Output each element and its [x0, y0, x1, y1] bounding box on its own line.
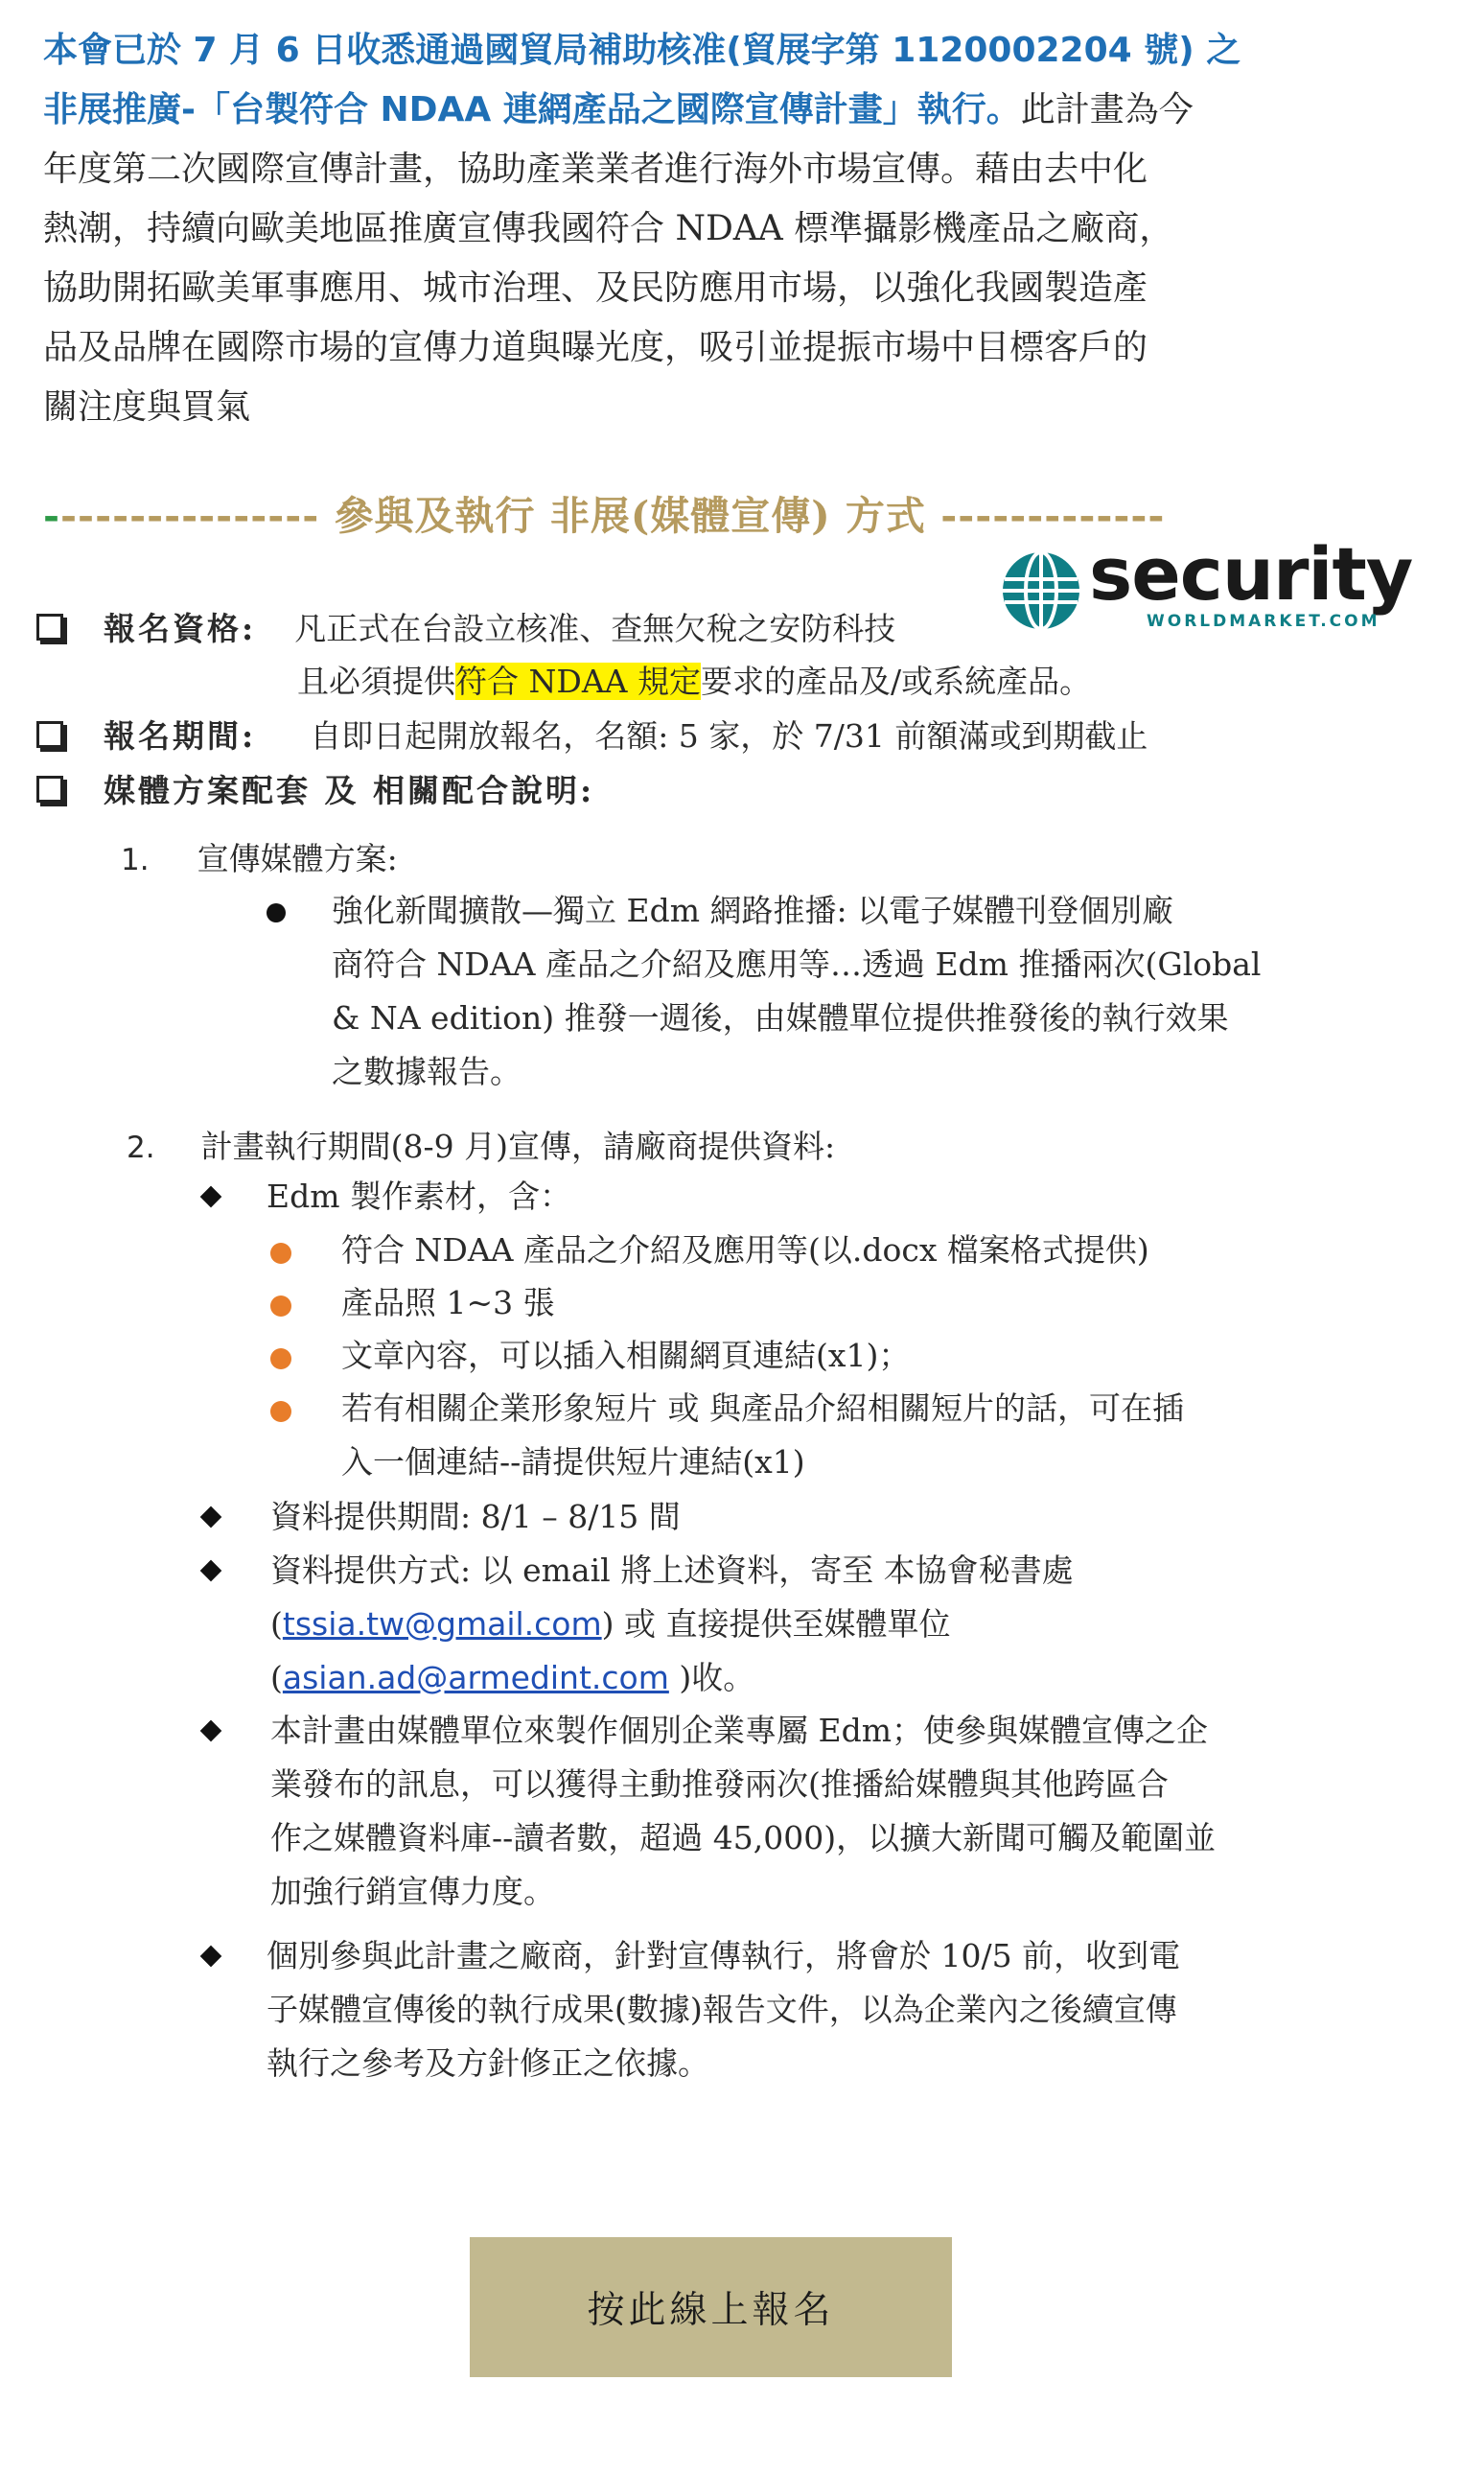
item-1-description: 強化新聞擴散—獨立 Edm 網路推播: 以電子媒體刊登個別廠 商符合 NDAA 產品之介紹及應用等…透過 Edm 推播兩次(Global & NA edition) 推發一週後，由媒體單位提供推發後的執行效果 之數據報告。	[332, 892, 1262, 1090]
qualification-row	[36, 602, 895, 655]
logo-subtext: WORLDMARKET.COM	[1147, 612, 1380, 631]
diamond-icon	[203, 1563, 219, 1582]
intro-line-7: 關注度與買氣	[43, 387, 251, 427]
media-row	[36, 764, 594, 817]
diamond-icon	[203, 1723, 219, 1742]
intro-paragraph	[43, 21, 1289, 437]
checkbox-icon	[36, 721, 63, 748]
online-registration-button[interactable]: 按此線上報名	[470, 2237, 952, 2377]
email-link-armedint[interactable]: asian.ad@armedint.com	[282, 1659, 669, 1696]
ndaa-highlight: 符合 NDAA 規定	[455, 663, 701, 700]
section-title: 參與及執行 非展(媒體宣傳) 方式	[334, 493, 941, 539]
item-1-number: 1.	[121, 843, 150, 877]
provide-period: 資料提供期間: 8/1 – 8/15 間	[270, 1498, 681, 1535]
checkbox-icon	[36, 776, 63, 803]
email-link-tssia[interactable]: tssia.tw@gmail.com	[282, 1605, 602, 1643]
security-worldmarket-logo	[995, 531, 1436, 637]
orange-dot-icon	[270, 1401, 291, 1426]
intro-line-3: 年度第二次國際宣傳計畫，協助產業業者進行海外市場宣傳。藉由去中化	[43, 150, 1148, 189]
diamond-icon	[203, 1189, 219, 1208]
logo-word: security	[1089, 531, 1413, 617]
edm-sub-2: 產品照 1~3 張	[341, 1284, 555, 1321]
provide-method: 資料提供方式: 以 email 將上述資料，寄至 本協會秘書處 (tssia.tw@gmail.com) 或 直接提供至媒體單位 (asian.ad@armedint.com )收。	[270, 1552, 1074, 1696]
item-1-title: 宣傳媒體方案:	[197, 840, 398, 877]
item-2	[127, 1120, 835, 1175]
intro-line-4: 熱潮，持續向歐美地區推廣宣傳我國符合 NDAA 標準攝影機產品之廠商，	[43, 209, 1174, 248]
orange-dot-icon	[270, 1243, 291, 1268]
produce-description: 本計畫由媒體單位來製作個別企業專屬 Edm；使參與媒體宣傳之企 業發布的訊息，可以獲得主動推發兩次(推播給媒體與其他跨區合 作之媒體資料庫--讀者數，超過 45,000)，以擴大新聞可觸及範圍並 加強行銷宣傳力度。	[270, 1712, 1217, 1910]
edm-title: Edm 製作素材，含：	[267, 1178, 571, 1215]
report-description: 個別參與此計畫之廠商，針對宣傳執行，將會於 10/5 前，收到電 子媒體宣傳後的執行成果(數據)報告文件，以為企業內之後續宣傳 執行之參考及方針修正之依據。	[267, 1937, 1181, 2082]
qualification-row-2: 且必須提供符合 NDAA 規定要求的產品及/或系統產品。	[297, 663, 1092, 700]
edm-sub-3: 文章內容，可以插入相關網頁連結(x1)；	[341, 1337, 911, 1374]
intro-line-2: 非展推廣-「台製符合 NDAA 連網產品之國際宣傳計畫」執行。此計畫為今	[43, 90, 1194, 129]
edm-sub-1: 符合 NDAA 產品之介紹及應用等(以.docx 檔案格式提供)	[341, 1231, 1149, 1269]
project-name: 非展推廣-「台製符合 NDAA 連網產品之國際宣傳計畫」執行。	[43, 90, 1021, 129]
media-label: 媒體方案配套 及 相關配合說明:	[104, 772, 595, 809]
orange-dot-icon	[270, 1348, 291, 1373]
bullet-dot-icon	[267, 903, 286, 926]
period-text: 自即日起開放報名，名額: 5 家，於 7/31 前額滿或到期截止	[310, 717, 1148, 755]
item-1	[121, 832, 398, 887]
intro-line-5: 協助開拓歐美軍事應用、城市治理、及民防應用市場，以強化我國製造產	[43, 268, 1148, 308]
intro-line-6: 品及品牌在國際市場的宣傳力道與曝光度，吸引並提振市場中目標客戶的	[43, 328, 1148, 367]
edm-sub-4: 若有相關企業形象短片 或 與產品介紹相關短片的話，可在插 入一個連結--請提供短片連結(x1)	[341, 1389, 1184, 1481]
period-row	[36, 710, 1148, 762]
diamond-icon	[203, 1949, 219, 1968]
qualification-label: 報名資格:	[104, 610, 257, 647]
intro-line-1: 本會已於 7 月 6 日收悉通過國貿局補助核准(貿展字第 1120002204 號) 之	[43, 31, 1241, 70]
checkbox-icon	[36, 614, 63, 641]
diamond-icon	[203, 1509, 219, 1529]
item-2-title: 計畫執行期間(8-9 月)宣傳，請廠商提供資料:	[200, 1128, 836, 1165]
qualification-text: 凡正式在台設立核准、查無欠稅之安防科技	[294, 610, 896, 647]
orange-dot-icon	[270, 1295, 291, 1320]
section-heading: ---------------- 參與及執行 非展(媒體宣傳) 方式 -------------	[43, 493, 1166, 539]
period-label: 報名期間:	[104, 717, 257, 755]
item-2-number: 2.	[127, 1131, 155, 1165]
